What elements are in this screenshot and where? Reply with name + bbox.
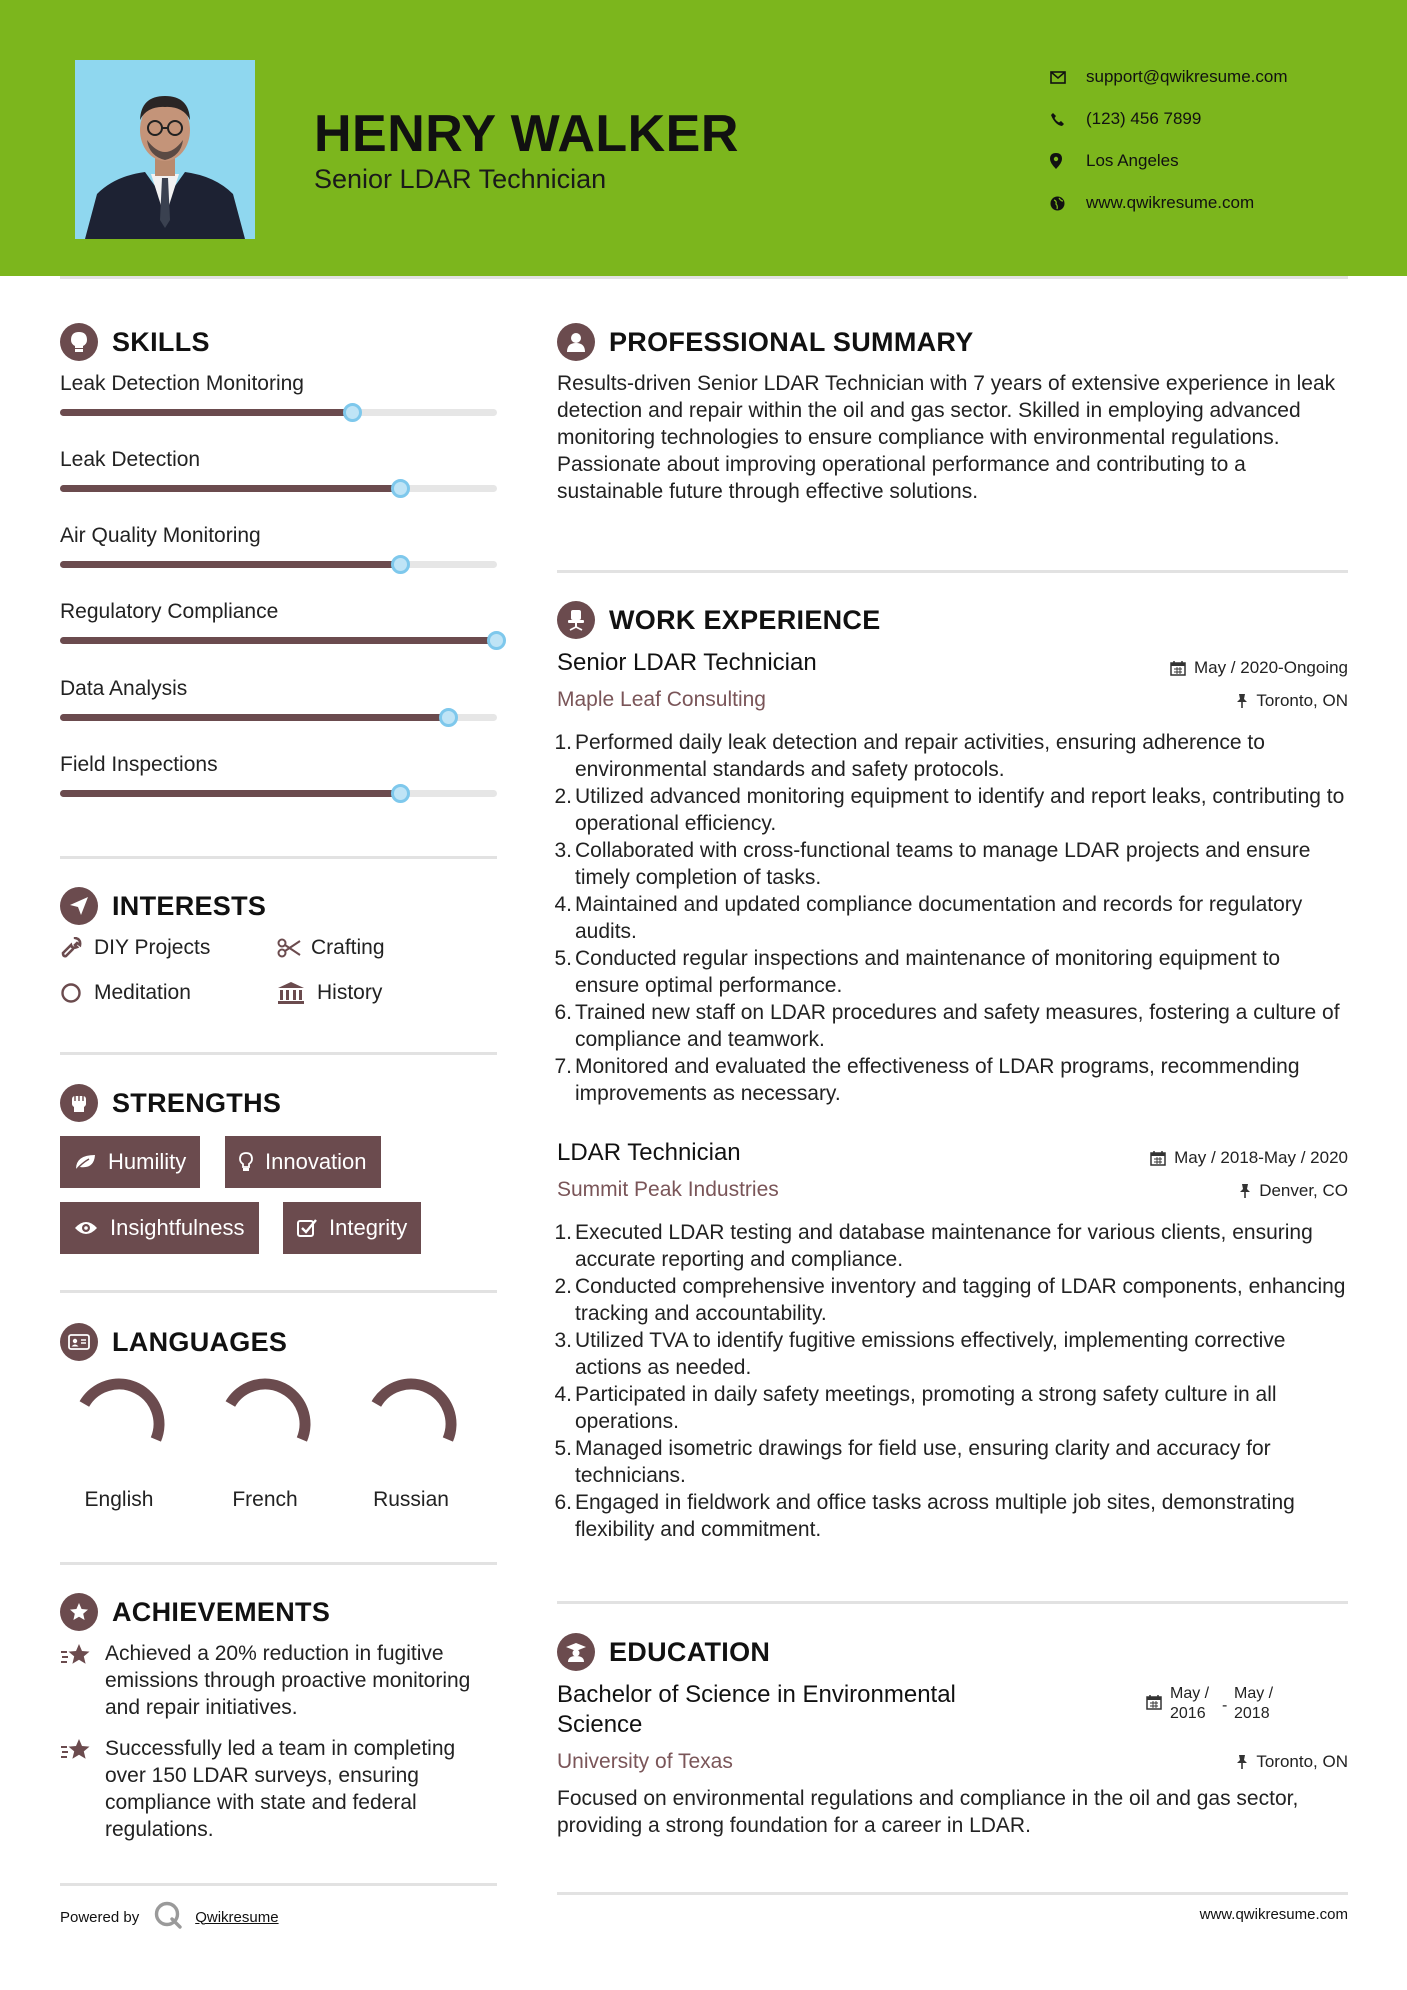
job-dates: May / 2020-Ongoing — [1170, 658, 1348, 678]
leaf-icon — [74, 1153, 96, 1171]
section-divider — [60, 856, 497, 859]
section-divider — [557, 1601, 1348, 1604]
envelope-icon — [1050, 71, 1086, 84]
education-school: University of Texas — [557, 1750, 733, 1773]
section-divider — [60, 1562, 497, 1565]
paper-plane-icon — [60, 887, 98, 925]
powered-by-label: Powered by — [60, 1908, 140, 1926]
skill-knob — [391, 555, 410, 574]
header-divider — [60, 276, 1348, 279]
wrench-icon — [60, 937, 94, 959]
pushpin-icon — [1236, 693, 1248, 709]
list-item: 2. Conducted comprehensive inventory and tagging of LDAR components, enhancing tracking and accountability. — [554, 1275, 1346, 1325]
achievement-text: Achieved a 20% reduction in fugitive emissions through proactive monitoring and repair initiatives. — [105, 1642, 471, 1719]
summary-text: Results-driven Senior LDAR Technician with 7 years of extensive experience in leak detection and repair within the oil and gas sector. Skilled in employing advanced monitoring technologies to ensure compliance with environmental regulations. Passionate about improving operational performance and contributing to a sustainable future through effective solutions. — [557, 372, 1336, 503]
language-gauge — [361, 1374, 461, 1474]
qwikresume-logo-icon — [153, 1900, 183, 1934]
list-item: 6. Engaged in fieldwork and office tasks across multiple job sites, demonstrating flexibility and commitment. — [554, 1491, 1295, 1541]
skill-label: Data Analysis — [60, 677, 188, 700]
skill-bar-fill — [60, 409, 353, 416]
contact-location-text: Los Angeles — [1086, 151, 1179, 170]
list-item: 3. Collaborated with cross-functional teams to manage LDAR projects and ensure timely completion of tasks. — [554, 839, 1311, 889]
skill-label: Leak Detection Monitoring — [60, 372, 304, 395]
skill-bar — [60, 714, 497, 721]
list-item: 1. Performed daily leak detection and repair activities, ensuring adherence to environmental standards and safety protocols. — [554, 731, 1265, 781]
skill-knob — [439, 708, 458, 727]
strength-badge: Insightfulness — [60, 1202, 259, 1254]
candidate-name: HENRY WALKER — [314, 105, 739, 163]
job-title: LDAR Technician — [557, 1139, 741, 1166]
strength-badge: Integrity — [283, 1202, 421, 1254]
education-end: May / 2018 — [1234, 1685, 1274, 1722]
contact-email[interactable] — [1050, 56, 1288, 98]
list-item: 1. Executed LDAR testing and database maintenance for various clients, ensuring accurate reporting and compliance. — [554, 1221, 1313, 1271]
achievement-item — [60, 1735, 500, 1843]
list-item: 4. Maintained and updated compliance documentation and records for regulatory audits. — [554, 893, 1303, 943]
skill-item — [60, 372, 497, 396]
strengths-heading: STRENGTHS — [60, 1084, 281, 1122]
section-divider — [557, 570, 1348, 573]
resume-header — [0, 0, 1407, 276]
pushpin-icon — [1236, 1754, 1248, 1770]
education-start: May / 2016 — [1170, 1685, 1210, 1722]
star-badge-icon — [60, 1593, 98, 1631]
office-chair-icon — [557, 601, 595, 639]
skill-item — [60, 677, 497, 701]
language-item — [351, 1374, 471, 1512]
museum-icon — [277, 982, 317, 1004]
skill-bar — [60, 637, 497, 644]
job-company: Maple Leaf Consulting — [557, 688, 766, 711]
calendar-icon — [1146, 1684, 1162, 1724]
job-location: Toronto, ON — [1236, 691, 1348, 711]
job-responsibilities — [552, 729, 1347, 1107]
contact-list — [1050, 56, 1288, 224]
graduate-icon — [557, 1633, 595, 1671]
globe-icon — [1050, 196, 1086, 211]
education-degree: Bachelor of Science in Environmental Science — [557, 1681, 956, 1738]
star-icon — [60, 1640, 105, 1721]
list-item: 5. Managed isometric drawings for field use, ensuring clarity and accuracy for technicians. — [554, 1437, 1271, 1487]
language-item — [59, 1374, 179, 1512]
language-gauge-arc — [376, 1384, 451, 1440]
profile-photo — [75, 60, 255, 239]
skill-item — [60, 524, 497, 548]
lightbulb-icon — [60, 323, 98, 361]
education-dash: - — [1222, 1697, 1228, 1714]
id-card-icon — [60, 1323, 98, 1361]
skill-bar-fill — [60, 714, 449, 721]
powered-by — [60, 1900, 279, 1934]
interest-item: History — [277, 981, 382, 1005]
interests-heading: INTERESTS — [60, 887, 266, 925]
qwikresume-link[interactable]: Qwikresume — [195, 1908, 279, 1926]
skill-bar-fill — [60, 485, 401, 492]
candidate-title: Senior LDAR Technician — [314, 164, 607, 194]
section-divider — [60, 1052, 497, 1055]
language-label: Russian — [373, 1488, 449, 1511]
strength-badge: Humility — [60, 1136, 200, 1188]
list-item: 2. Utilized advanced monitoring equipment to identify and report leaks, contributing to operational efficiency. — [554, 785, 1345, 835]
section-divider — [557, 1892, 1348, 1895]
interest-item: Meditation — [60, 981, 191, 1005]
language-label: English — [84, 1488, 154, 1511]
job-title: Senior LDAR Technician — [557, 649, 817, 676]
education-description: Focused on environmental regulations and compliance in the oil and gas sector, providing a strong foundation for a career in LDAR. — [557, 1787, 1299, 1837]
list-item: 6. Trained new staff on LDAR procedures and safety measures, fostering a culture of compliance and teamwork. — [554, 1001, 1340, 1051]
language-label: French — [232, 1488, 298, 1511]
list-item: 3. Utilized TVA to identify fugitive emissions effectively, implementing corrective actions as needed. — [554, 1329, 1286, 1379]
list-item: 4. Participated in daily safety meetings, promoting a strong safety culture in all operations. — [554, 1383, 1277, 1433]
pushpin-icon — [1239, 1183, 1251, 1199]
strength-badge: Innovation — [225, 1136, 381, 1188]
contact-website-text: www.qwikresume.com — [1086, 193, 1255, 212]
circle-icon — [60, 982, 94, 1004]
scissors-icon — [277, 938, 311, 958]
skill-knob — [343, 403, 362, 422]
skills-heading: SKILLS — [60, 323, 210, 361]
education-location: Toronto, ON — [1236, 1752, 1348, 1772]
list-item: 7. Monitored and evaluated the effectiveness of LDAR programs, recommending improvements as necessary. — [554, 1055, 1300, 1105]
eye-icon — [74, 1220, 98, 1236]
section-divider — [60, 1290, 497, 1293]
interest-item: DIY Projects — [60, 936, 210, 960]
language-gauge — [69, 1374, 169, 1474]
skill-bar — [60, 561, 497, 568]
skill-item — [60, 753, 497, 777]
map-pin-icon — [1050, 153, 1086, 169]
lightbulb-icon — [239, 1152, 253, 1172]
skill-label: Field Inspections — [60, 753, 218, 776]
language-item — [205, 1374, 325, 1512]
language-gauge-arc — [84, 1384, 159, 1440]
achievement-text: Successfully led a team in completing over 150 LDAR surveys, ensuring compliance with state and federal regulations. — [105, 1737, 456, 1841]
section-divider — [60, 1883, 497, 1886]
work-experience-heading: WORK EXPERIENCE — [557, 601, 881, 639]
contact-location — [1050, 140, 1288, 182]
skill-item — [60, 600, 497, 624]
language-gauge — [215, 1374, 315, 1474]
job-responsibilities — [552, 1219, 1347, 1543]
contact-website[interactable] — [1050, 182, 1288, 224]
calendar-icon — [1150, 1150, 1166, 1166]
contact-phone-text: (123) 456 7899 — [1086, 109, 1202, 128]
interest-item: Crafting — [277, 936, 385, 960]
languages-heading: LANGUAGES — [60, 1323, 287, 1361]
skill-bar — [60, 409, 497, 416]
list-item: 5. Conducted regular inspections and maintenance of monitoring equipment to ensure optimal performance. — [554, 947, 1281, 997]
skill-bar — [60, 485, 497, 492]
skill-label: Air Quality Monitoring — [60, 524, 261, 547]
skill-knob — [391, 479, 410, 498]
job-dates: May / 2018-May / 2020 — [1150, 1148, 1348, 1168]
skill-bar-fill — [60, 561, 401, 568]
skill-bar — [60, 790, 497, 797]
skill-knob — [487, 631, 506, 650]
skill-label: Regulatory Compliance — [60, 600, 279, 623]
language-gauge-arc — [230, 1384, 305, 1440]
star-icon — [60, 1735, 105, 1843]
check-square-icon — [297, 1218, 317, 1238]
footer-website-link[interactable]: www.qwikresume.com — [1199, 1906, 1348, 1923]
calendar-icon — [1170, 660, 1186, 676]
achievements-heading: ACHIEVEMENTS — [60, 1593, 330, 1631]
job-company: Summit Peak Industries — [557, 1178, 779, 1201]
phone-icon — [1050, 112, 1086, 127]
skill-bar-fill — [60, 790, 401, 797]
job-location: Denver, CO — [1239, 1181, 1348, 1201]
skill-label: Leak Detection — [60, 448, 201, 471]
education-dates — [1146, 1684, 1286, 1724]
achievement-item — [60, 1640, 500, 1721]
summary-heading: PROFESSIONAL SUMMARY — [557, 323, 974, 361]
skill-bar-fill — [60, 637, 497, 644]
contact-phone[interactable] — [1050, 98, 1288, 140]
education-heading: EDUCATION — [557, 1633, 770, 1671]
contact-email-text: support@qwikresume.com — [1086, 67, 1288, 86]
skill-item — [60, 448, 497, 472]
user-icon — [557, 323, 595, 361]
fist-icon — [60, 1084, 98, 1122]
skill-knob — [391, 784, 410, 803]
